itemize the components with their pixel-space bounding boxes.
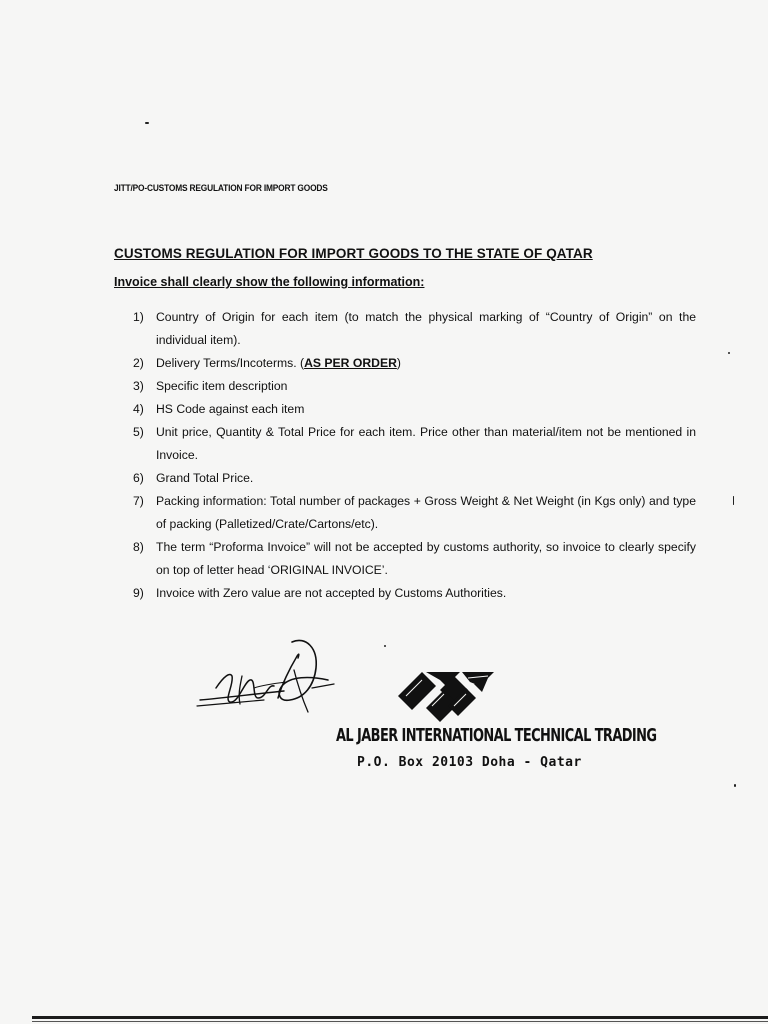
page-title: CUSTOMS REGULATION FOR IMPORT GOODS TO THE STATE OF QATAR: [114, 246, 593, 261]
item-emphasis: AS PER ORDER: [304, 356, 397, 370]
item-text: Packing information: Total number of packages + Gross Weight & Net Weight (in Kgs only) and type of packing (Palletized/Crate/Cartons/etc).: [156, 494, 696, 531]
scan-speck: [734, 784, 736, 787]
scan-speck: [728, 352, 730, 354]
requirements-list: [133, 306, 696, 605]
list-item: [133, 490, 696, 536]
item-number: 9): [133, 586, 144, 600]
section-subtitle: Invoice shall clearly show the following information:: [114, 275, 425, 289]
item-number: 6): [133, 471, 144, 485]
item-number: 2): [133, 356, 144, 370]
scan-speck: [145, 122, 149, 124]
handwritten-signature-icon: [194, 628, 344, 723]
item-number: 4): [133, 402, 144, 416]
item-text: Delivery Terms/Incoterms. (: [156, 356, 305, 370]
list-item: [133, 582, 696, 605]
list-item: [133, 352, 696, 375]
item-text: HS Code against each item: [156, 402, 305, 416]
bottom-divider-thin: [32, 1021, 768, 1022]
item-text: The term “Proforma Invoice” will not be accepted by customs authority, so invoice to clearly specify on top of letter head ‘ORIGINAL INVOICE’.: [156, 540, 696, 577]
item-number: 1): [133, 310, 144, 324]
scan-speck: [384, 645, 386, 647]
list-item: [133, 536, 696, 582]
item-number: 5): [133, 425, 144, 439]
item-text-end: ): [396, 356, 401, 370]
item-text: Grand Total Price.: [156, 471, 254, 485]
item-number: 3): [133, 379, 144, 393]
item-text: Country of Origin for each item (to match the physical marking of “Country of Origin” on the individual item).: [156, 310, 696, 347]
list-item: [133, 375, 696, 398]
list-item: [133, 467, 696, 490]
company-address: P.O. Box 20103 Doha - Qatar: [357, 755, 582, 770]
al-jaber-logo-icon: [396, 666, 496, 724]
list-item: [133, 306, 696, 352]
scan-speck: [733, 496, 734, 505]
item-number: 7): [133, 494, 144, 508]
item-text: Invoice with Zero value are not accepted by Customs Authorities.: [156, 586, 507, 600]
bottom-divider: [32, 1016, 768, 1019]
item-text: Specific item description: [156, 379, 288, 393]
list-item: [133, 398, 696, 421]
company-name: AL JABER INTERNATIONAL TECHNICAL TRADING: [336, 726, 657, 746]
item-text: Unit price, Quantity & Total Price for each item. Price other than material/item not be mentioned in Invoice.: [156, 425, 696, 462]
item-number: 8): [133, 540, 144, 554]
list-item: [133, 421, 696, 467]
document-reference: JITT/PO-CUSTOMS REGULATION FOR IMPORT GOODS: [114, 183, 328, 194]
